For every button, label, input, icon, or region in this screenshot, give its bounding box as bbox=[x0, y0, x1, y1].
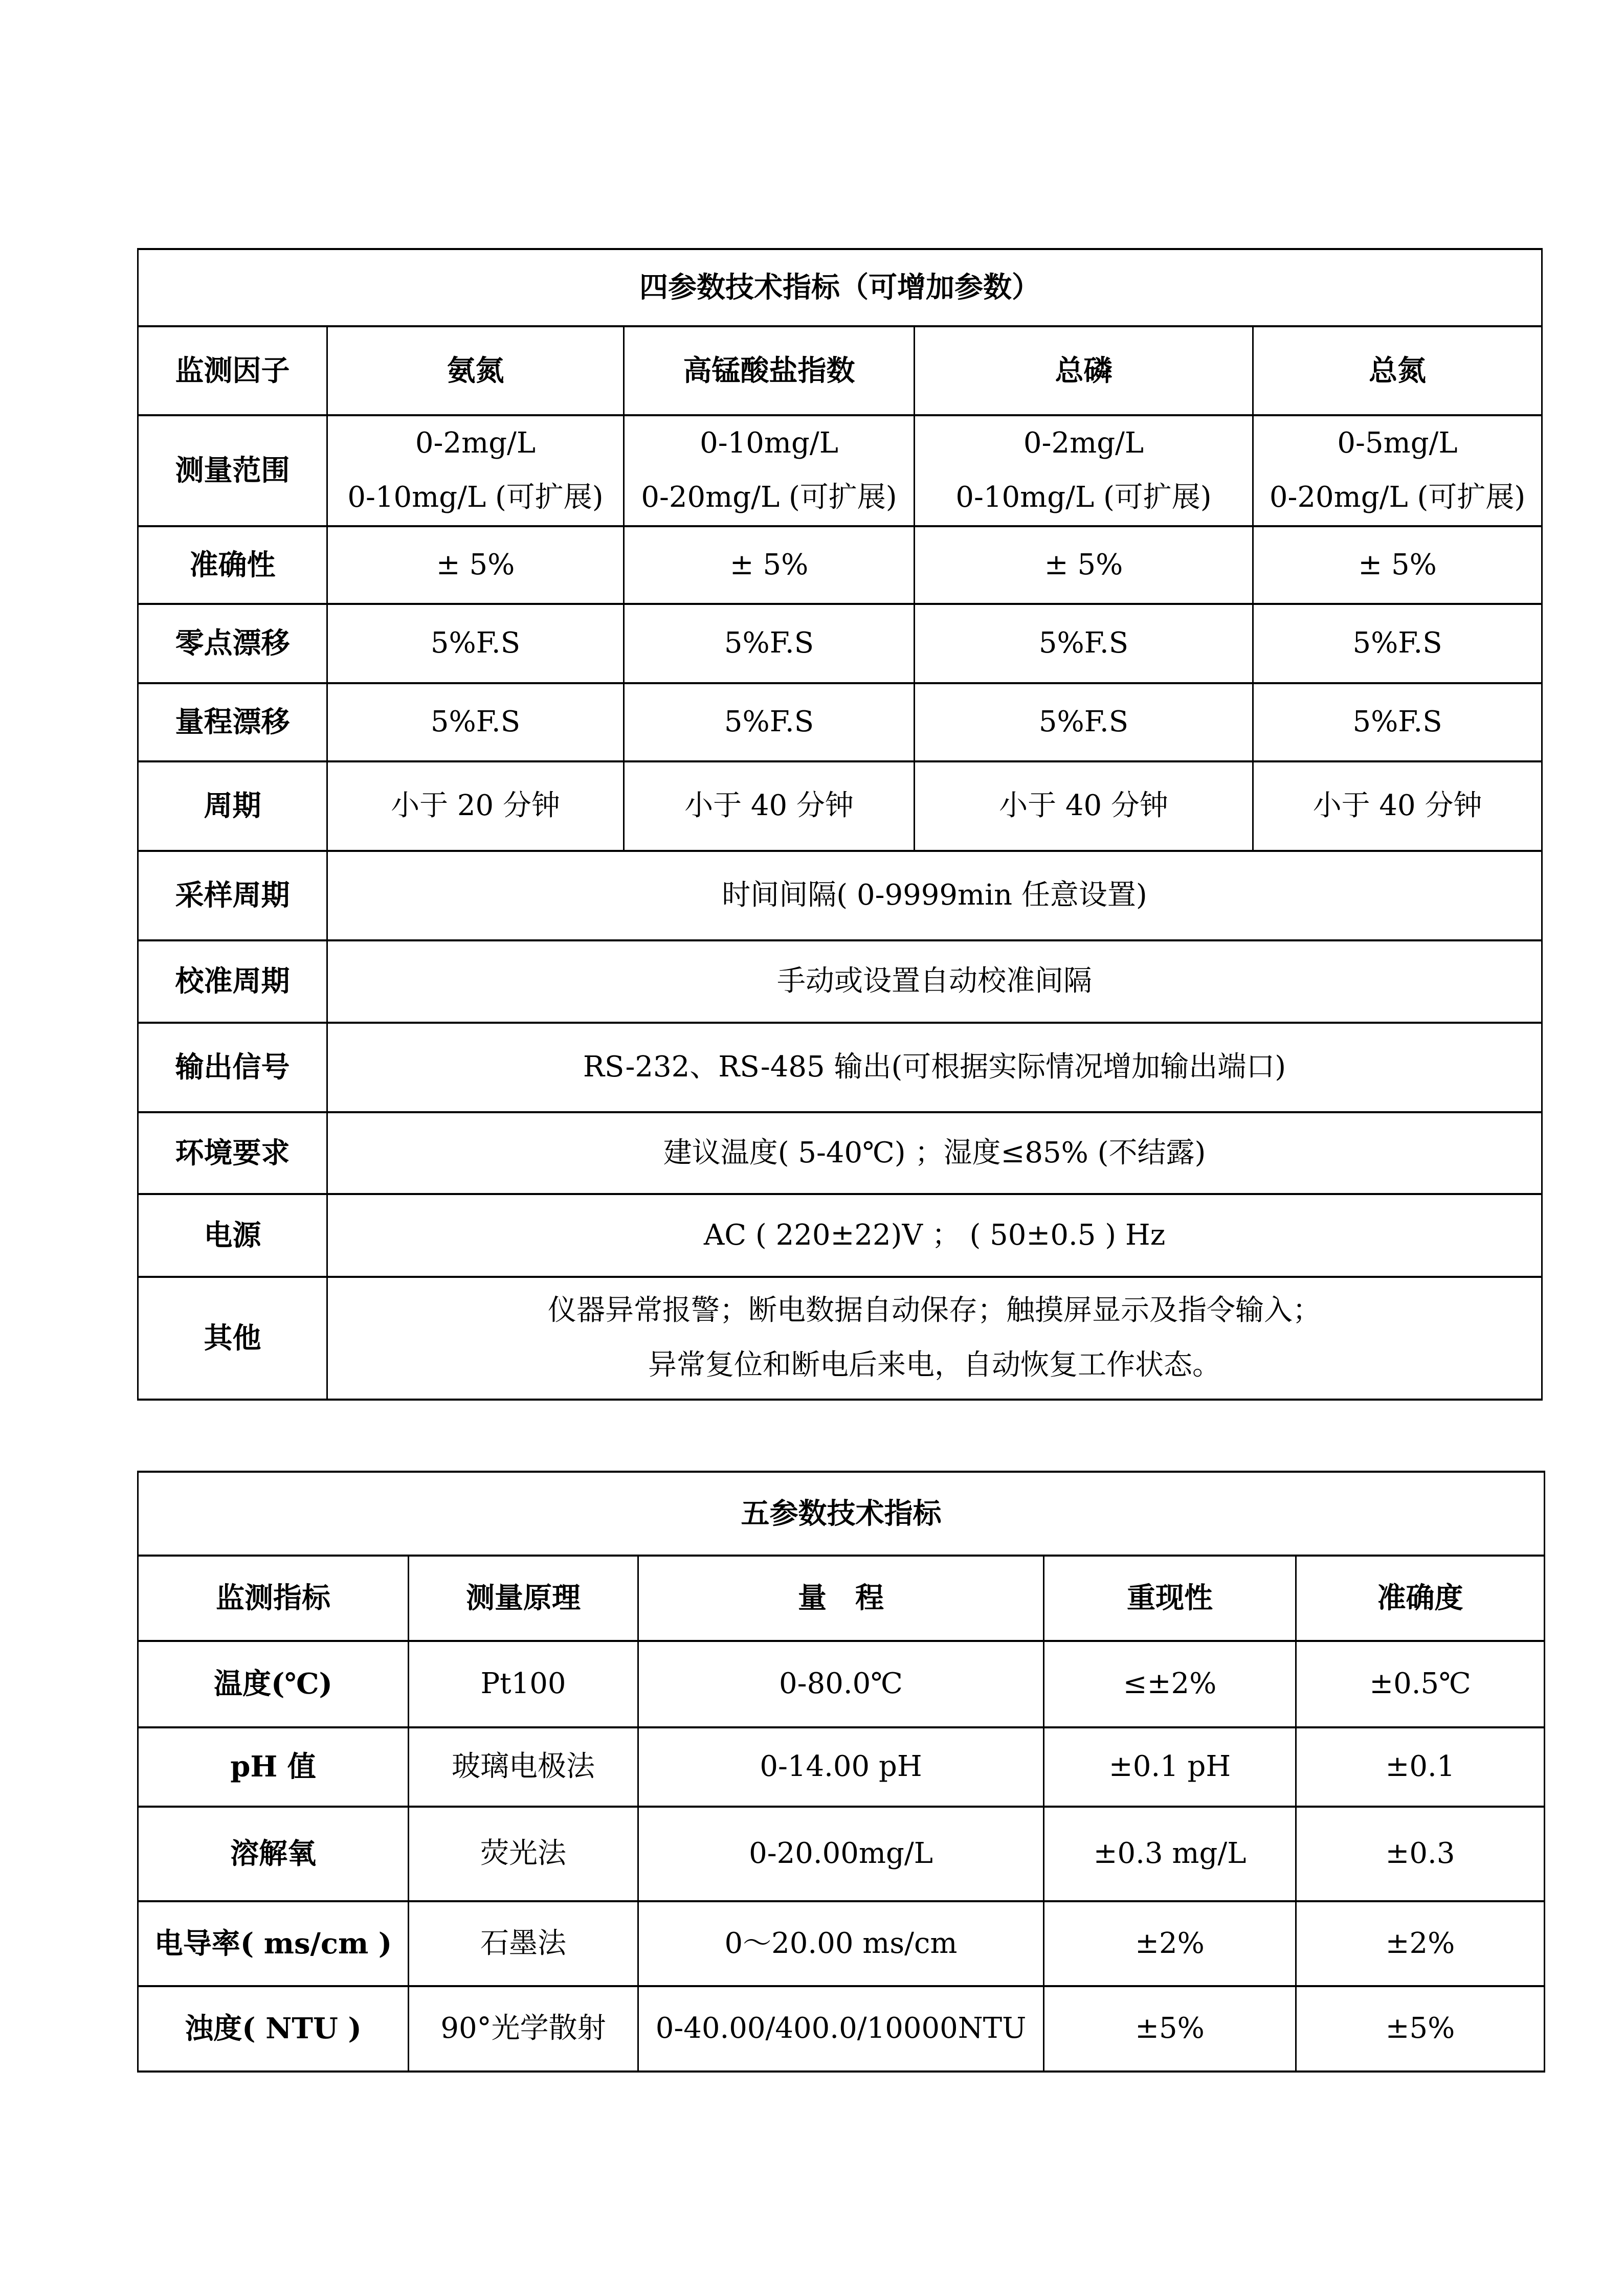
table-row-temperature bbox=[138, 1641, 1545, 1727]
cell-repeatability: ≤±2% bbox=[1044, 1641, 1296, 1727]
range-line-2: 0-20mg/L (可扩展) bbox=[641, 481, 897, 514]
cell-zero-drift: 5%F.S bbox=[327, 604, 624, 683]
cell-repeatability: ±0.1 pH bbox=[1044, 1727, 1296, 1807]
cell-principle: 90°光学散射 bbox=[409, 1986, 638, 2072]
table-row-turbidity bbox=[138, 1986, 1545, 2072]
range-line-1: 0-10mg/L bbox=[700, 426, 838, 460]
row-label-other: 其他 bbox=[138, 1277, 327, 1400]
cell-sampling-cycle: 时间间隔( 0-9999min 任意设置) bbox=[327, 851, 1542, 940]
cell-accuracy: ±0.1 bbox=[1296, 1727, 1545, 1807]
four-parameter-spec-table bbox=[137, 248, 1543, 1401]
col-header-repeatability: 重现性 bbox=[1044, 1556, 1296, 1641]
cell-zero-drift: 5%F.S bbox=[624, 604, 915, 683]
cell-zero-drift: 5%F.S bbox=[1253, 604, 1542, 683]
range-line-1: 0-5mg/L bbox=[1337, 426, 1458, 460]
row-label-temperature: 温度(℃) bbox=[138, 1641, 409, 1727]
range-line-2: 0-20mg/L (可扩展) bbox=[1269, 481, 1526, 514]
row-label-sampling-cycle: 采样周期 bbox=[138, 851, 327, 940]
col-header-ammonia: 氨氮 bbox=[327, 326, 624, 415]
range-line-1: 0-2mg/L bbox=[415, 426, 536, 460]
table-row-sampling-cycle bbox=[138, 851, 1542, 940]
table-row-conductivity bbox=[138, 1901, 1545, 1986]
cell-range-total-phosphorus bbox=[915, 415, 1253, 526]
row-label-measuring-range: 测量范围 bbox=[138, 415, 327, 526]
table1-title: 四参数技术指标（可增加参数） bbox=[138, 249, 1542, 326]
col-header-monitoring-index: 监测指标 bbox=[138, 1556, 409, 1641]
cell-range-permanganate bbox=[624, 415, 915, 526]
cell-cycle: 小于 20 分钟 bbox=[327, 761, 624, 851]
cell-accuracy: ± 5% bbox=[1253, 526, 1542, 604]
table-row-accuracy bbox=[138, 526, 1542, 604]
row-label-ph: pH 值 bbox=[138, 1727, 409, 1807]
five-parameter-spec-table bbox=[137, 1471, 1545, 2073]
row-label-environment: 环境要求 bbox=[138, 1112, 327, 1194]
cell-accuracy: ± 5% bbox=[624, 526, 915, 604]
range-line-2: 0-10mg/L (可扩展) bbox=[347, 481, 604, 514]
row-label-output-signal: 输出信号 bbox=[138, 1023, 327, 1112]
cell-calibration-cycle: 手动或设置自动校准间隔 bbox=[327, 940, 1542, 1023]
cell-other bbox=[327, 1277, 1542, 1400]
cell-range: 0-40.00/400.0/10000NTU bbox=[638, 1986, 1044, 2072]
row-label-conductivity: 电导率( ms/cm ) bbox=[138, 1901, 409, 1986]
cell-power: AC ( 220±22)V ； ( 50±0.5 ) Hz bbox=[327, 1194, 1542, 1277]
row-label-span-drift: 量程漂移 bbox=[138, 683, 327, 761]
table-row-ph bbox=[138, 1727, 1545, 1807]
other-line-1: 仪器异常报警；断电数据自动保存；触摸屏显示及指令输入； bbox=[548, 1294, 1322, 1327]
cell-principle: 玻璃电极法 bbox=[409, 1727, 638, 1807]
cell-accuracy: ±0.3 bbox=[1296, 1807, 1545, 1901]
table2-title: 五参数技术指标 bbox=[138, 1472, 1545, 1556]
row-label-turbidity: 浊度( NTU ) bbox=[138, 1986, 409, 2072]
cell-cycle: 小于 40 分钟 bbox=[1253, 761, 1542, 851]
cell-accuracy: ± 5% bbox=[915, 526, 1253, 604]
row-label-power: 电源 bbox=[138, 1194, 327, 1277]
range-line-1: 0-2mg/L bbox=[1023, 426, 1144, 460]
table-row-dissolved-oxygen bbox=[138, 1807, 1545, 1901]
cell-range-total-nitrogen bbox=[1253, 415, 1542, 526]
col-header-measuring-principle: 测量原理 bbox=[409, 1556, 638, 1641]
cell-principle: 石墨法 bbox=[409, 1901, 638, 1986]
col-header-permanganate: 高锰酸盐指数 bbox=[624, 326, 915, 415]
cell-repeatability: ±5% bbox=[1044, 1986, 1296, 2072]
row-label-cycle: 周期 bbox=[138, 761, 327, 851]
col-header-total-nitrogen: 总氮 bbox=[1253, 326, 1542, 415]
cell-accuracy: ±2% bbox=[1296, 1901, 1545, 1986]
cell-range: 0-20.00mg/L bbox=[638, 1807, 1044, 1901]
col-header-accuracy: 准确度 bbox=[1296, 1556, 1545, 1641]
cell-repeatability: ±0.3 mg/L bbox=[1044, 1807, 1296, 1901]
table-row-calibration-cycle bbox=[138, 940, 1542, 1023]
table-row-power bbox=[138, 1194, 1542, 1277]
cell-span-drift: 5%F.S bbox=[1253, 683, 1542, 761]
cell-accuracy: ±5% bbox=[1296, 1986, 1545, 2072]
row-label-zero-drift: 零点漂移 bbox=[138, 604, 327, 683]
table-row-output-signal bbox=[138, 1023, 1542, 1112]
cell-output-signal: RS-232、RS-485 输出(可根据实际情况增加输出端口) bbox=[327, 1023, 1542, 1112]
table-row-other bbox=[138, 1277, 1542, 1400]
cell-range: 0-14.00 pH bbox=[638, 1727, 1044, 1807]
cell-span-drift: 5%F.S bbox=[915, 683, 1253, 761]
other-line-2: 异常复位和断电后来电，自动恢复工作状态。 bbox=[648, 1348, 1221, 1382]
col-header-total-phosphorus: 总磷 bbox=[915, 326, 1253, 415]
cell-accuracy: ±0.5℃ bbox=[1296, 1641, 1545, 1727]
cell-span-drift: 5%F.S bbox=[624, 683, 915, 761]
cell-range-ammonia bbox=[327, 415, 624, 526]
col-header-range: 量 程 bbox=[638, 1556, 1044, 1641]
cell-cycle: 小于 40 分钟 bbox=[915, 761, 1253, 851]
cell-zero-drift: 5%F.S bbox=[915, 604, 1253, 683]
cell-principle: 荧光法 bbox=[409, 1807, 638, 1901]
range-line-2: 0-10mg/L (可扩展) bbox=[955, 481, 1212, 514]
table-row-header bbox=[138, 326, 1542, 415]
cell-environment: 建议温度( 5-40℃) ；湿度≤85% (不结露) bbox=[327, 1112, 1542, 1194]
table-row-cycle bbox=[138, 761, 1542, 851]
row-label-dissolved-oxygen: 溶解氧 bbox=[138, 1807, 409, 1901]
cell-span-drift: 5%F.S bbox=[327, 683, 624, 761]
cell-accuracy: ± 5% bbox=[327, 526, 624, 604]
cell-repeatability: ±2% bbox=[1044, 1901, 1296, 1986]
row-label-monitoring-factor: 监测因子 bbox=[138, 326, 327, 415]
table-row-environment bbox=[138, 1112, 1542, 1194]
table-row-header bbox=[138, 1556, 1545, 1641]
cell-range: 0～20.00 ms/cm bbox=[638, 1901, 1044, 1986]
row-label-calibration-cycle: 校准周期 bbox=[138, 940, 327, 1023]
cell-principle: Pt100 bbox=[409, 1641, 638, 1727]
cell-cycle: 小于 40 分钟 bbox=[624, 761, 915, 851]
table-row-span-drift bbox=[138, 683, 1542, 761]
table-row-measuring-range bbox=[138, 415, 1542, 526]
table-row-title bbox=[138, 249, 1542, 326]
table-row-zero-drift bbox=[138, 604, 1542, 683]
row-label-accuracy: 准确性 bbox=[138, 526, 327, 604]
table-row-title bbox=[138, 1472, 1545, 1556]
cell-range: 0-80.0℃ bbox=[638, 1641, 1044, 1727]
